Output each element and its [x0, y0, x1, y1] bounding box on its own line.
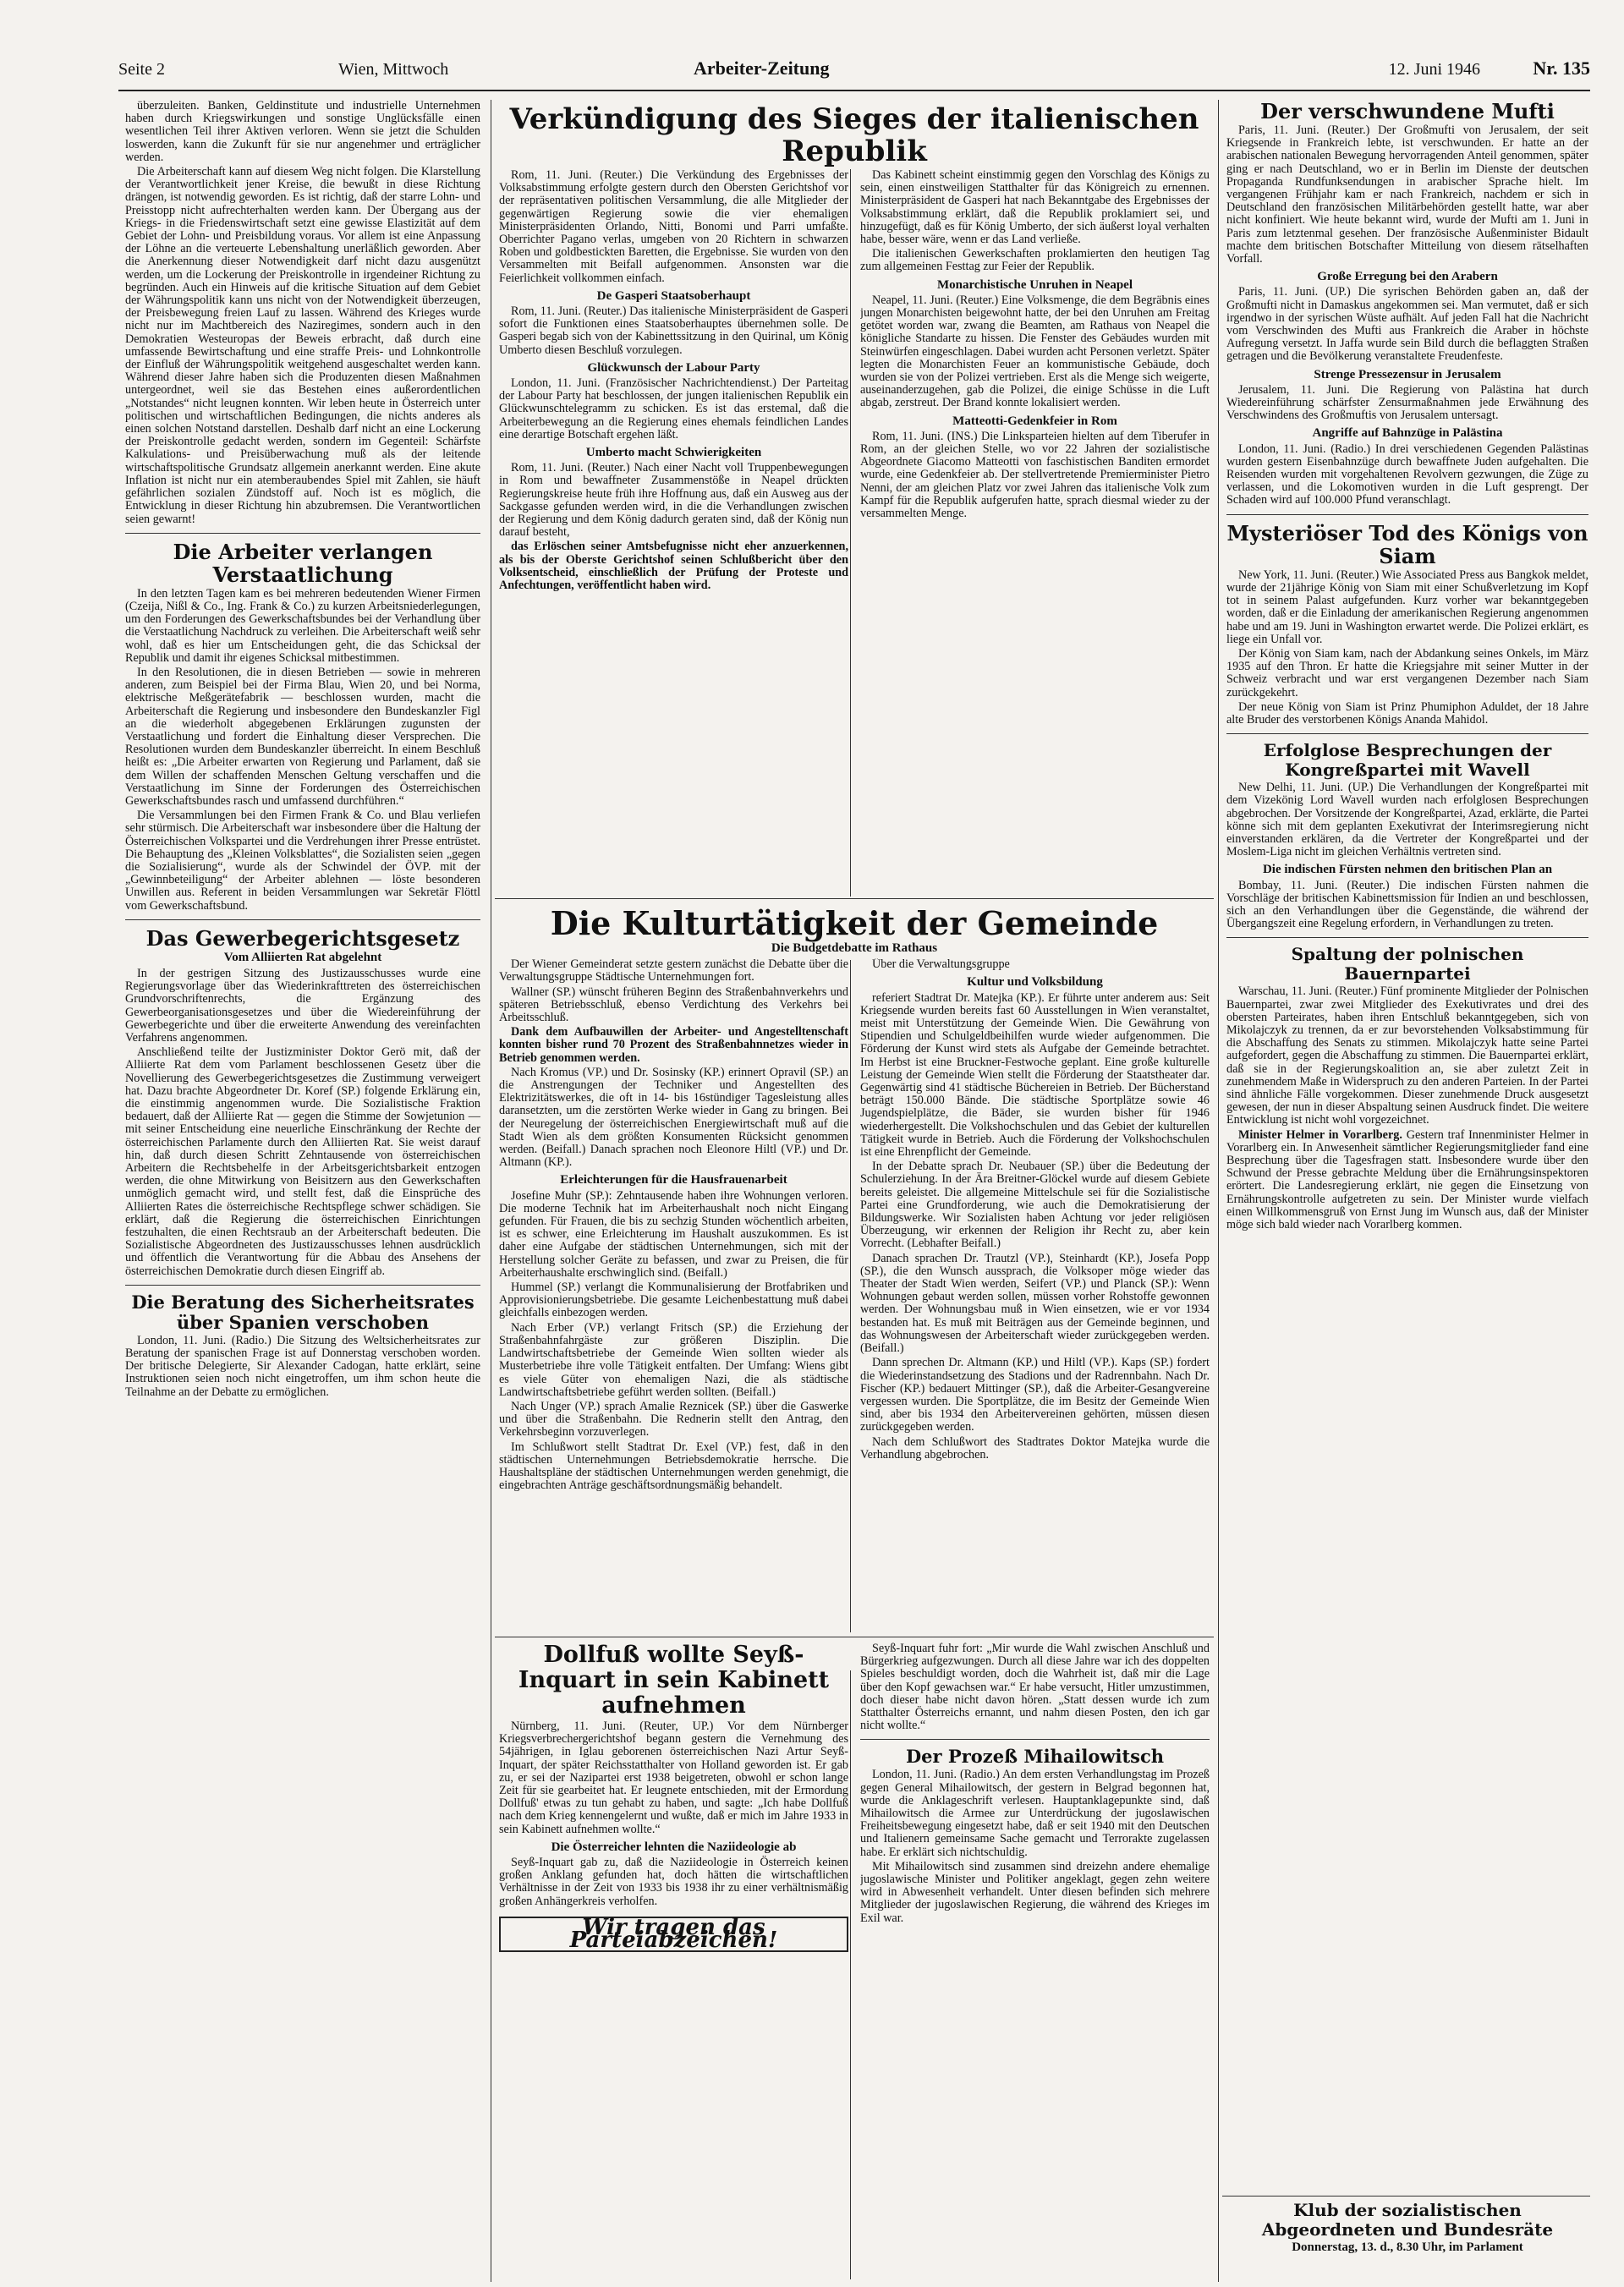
- article-divider: [125, 1285, 480, 1286]
- section-divider: [495, 898, 1214, 899]
- subheadline: Vom Alliierten Rat abgelehnt: [223, 950, 382, 964]
- article-paragraph: New Delhi, 11. Juni. (UP.) Die Verhandlungen der Kongreßpartei mit dem Vizekönig Lord Wavell wurden nach erfolglosen Besprechungen abgebrochen. Der Vorsitzende der Kongreßpartei, Azad, erklärte, die Partei könne sich mit dem geplanten Exekutivrat der Interimsregierung nicht einverstanden erklären, da die Vertreter der Kongreßpartei und der Moslem-Liga nicht im gleichen Verhältnis vertreten sind.: [1226, 781, 1588, 859]
- notice-klub: [1226, 2199, 1588, 2280]
- article-paragraph: Warschau, 11. Juni. (Reuter.) Fünf prominente Mitglieder der Polnischen Bauernpartei, zwar zwei Mitglieder des Exekutivrates und drei des obersten Parteirates, haben ihren Entschluß bekanntgegeben, sich von Mikolajczyk zu trennen, da er zur bevorstehenden Volksabstimmung für die Abschaffung des Senats zu stimmen. Mikolajczyk hatte seine Partei aufgefordert, gegen die Abschaffung zu stimmen. Die Bauernpartei erklärt, daß sie in der Regierungskoalition an, sie aber zuletzt Zeit in zunehmendem Maße in Widerspruch zu den anderen Parteien. In der Partei sind ähnliche Fälle vorgekommen. Dieser zunehmende Druck ausgesetzt gewesen, der nun in dieser Abspaltung seinen Ausdruck findet. Die weitere Entwicklung ist nicht wohl vorgezeichnet.: [1226, 984, 1588, 1127]
- article-paragraph: In der Debatte sprach Dr. Neubauer (SP.) über die Bedeutung der Schulerziehung. In der Ära Breitner-Glöckel wurde auf diesem Gebiete bereits geleistet. Die allgemeine Mittelschule sei für die Sozialistische Partei eine Grundforderung, wie auch die Demokratisierung der Bildungswerke. Wir Sozialisten haben Achtung vor jeder religiösen Überzeugung, wir erkennen der Religion ihr Recht zu, aber kein Vorrecht. (Lebhafter Beifall.): [860, 1160, 1210, 1251]
- headline-bauernpartei: Spaltung der polnischen Bauernpartei: [1291, 944, 1524, 984]
- article-paragraph: Der neue König von Siam ist Prinz Phumiphon Aduldet, der 18 Jahre alte Bruder des verstorbenen Königs Ananda Mahidol.: [1226, 699, 1588, 727]
- headline-klub: Klub der sozialistischen Abgeordneten und Bundesräte: [1261, 2200, 1554, 2240]
- article-paragraph: Rom, 11. Juni. (INS.) Die Linksparteien hielten auf dem Tiberufer in Rom, an der gleichen Stelle, wo vor 22 Jahren der sozialistische Abgeordnete Giacomo Matteotti von faschistischen Banditen ermordet wurde, eine Gedenkfeier ab. Der stellvertretende Premierminister Pietro Nenni, der am gleichen Platz vor zwei Jahren das italienische Volk zum Kampf für die Republik aufgerufen hatte, sprach diesmal wieder zu der versammelten Menge.: [860, 429, 1210, 521]
- subheadline: Die Österreicher lehnten die Naziideologie ab: [551, 1840, 797, 1854]
- headline-siam: Mysteriöser Tod des Königs von Siam: [1226, 520, 1588, 568]
- article-paragraph: Im Schlußwort stellt Stadtrat Dr. Exel (VP.) fest, daß in den städtischen Unternehmungen Betriebsdemokratie herrsche. Die Haushaltspläne der städtischen Unternehmungen werden genehmigt, die eingebrachten Anträge geschäftsordnungsmäßig behandelt.: [499, 1440, 848, 1493]
- headline-kultur: Die Kulturtätigkeit der Gemeinde: [550, 904, 1159, 942]
- subheadline: Die Budgetdebatte im Rathaus: [771, 941, 938, 955]
- headline-dollfuss: Dollfuß wollte Seyß-Inquart in sein Kabinett aufnehmen: [518, 1643, 830, 1719]
- header-rule: [118, 90, 1590, 91]
- article-paragraph: London, 11. Juni. (Radio.) Die Sitzung des Weltsicherheitsrates zur Beratung der spanischen Frage ist auf Donnerstag verschoben worden. Der britische Delegierte, Sir Alexander Cadogan, hatte erklärt, seine Instruktionen seien noch nicht eingetroffen, um ihm schon heute die Teilnahme an der Debatte zu ermöglichen.: [125, 1333, 480, 1399]
- article-paragraph: Der König von Siam kam, nach der Abdankung seines Onkels, im März 1935 auf den Thron. Er hatte die Kriegsjahre mit seiner Mutter in der Schweiz verbracht und war erst vergangenen Dezember nach Siam zurückgekehrt.: [1226, 646, 1588, 699]
- subheadline: De Gasperi Staatsoberhaupt: [596, 288, 751, 303]
- article-paragraph: Mit Mihailowitsch sind zusammen sind dreizehn andere ehemalige jugoslawische Minister und Politiker angeklagt, gegen zehn weitere wird in Abwesenheit verhandelt. Unter diesen befinden sich mehrere Mitglieder der jugoslawischen Regierung, die während des Krieges im Exil war.: [860, 1859, 1210, 1925]
- article-paragraph: Die Versammlungen bei den Firmen Frank & Co. und Blau verliefen sehr stürmisch. Die Arbeiterschaft war insbesondere über die Haltung der Österreichischen Volkspartei und die Verdrehungen ihrer Presse entrüstet. Die Behauptung des „Kleinen Volksblattes“, die Sozialisten seien „gegen die Sozialisierung“, wurde als der Schwindel der ÖVP. mit der „Gewinnbeteiligung“ der Arbeiter ablehnen — löste besonderen Unwillen aus. Referent in beiden Versammlungen war Sekretär Flöttl vom Gewerkschaftsbund.: [125, 809, 480, 913]
- article-divider: [860, 1739, 1210, 1740]
- article-divider: [125, 919, 480, 920]
- article-paragraph: Rom, 11. Juni. (Reuter.) Das italienische Ministerpräsident de Gasperi sofort die Funktionen eines Staatsoberhauptes übernehmen solle. De Gasperi begab sich von der Kabinettssitzung in den Quirinal, um König Umberto diesen Beschluß vorzulegen.: [499, 304, 848, 357]
- article-paragraph: Paris, 11. Juni. (Reuter.) Der Großmufti von Jerusalem, der seit Kriegsende in Frankreich lebte, ist verschwunden. Er hatte an der arabischen nationalen Bewegung hervorragenden Anteil genommen, später ging er nach Deutschland, wo er in Berlin im Dienste der deutschen Propaganda Rundfunksendungen in arabischer Sprache hielt. Im vergangenen Frühjahr kam er nach Frankreich, nachdem er sich in Deutschland den französischen Militärbehörden gestellt hatte, war aber nicht konfiniert. Wie heute bekannt wird, wurde der Mufti am 1. Juni in Paris zum letztenmal gesehen. Der französische Außenminister Bidault machte dem britischen Botschafter Mitteilung von diesem rätselhaften Vorfall.: [1226, 123, 1588, 266]
- column-divider: [1218, 100, 1219, 2282]
- subheadline: Strenge Pressezensur in Jerusalem: [1314, 367, 1501, 381]
- headline-verstaatlichung: Die Arbeiter verlangen Verstaatlichung: [173, 539, 433, 587]
- article-paragraph: Bombay, 11. Juni. (Reuter.) Die indischen Fürsten nahmen die Vorschläge der britischen Kabinettsmission für Indien an und beschlossen, sich an den Verhandlungen über die Gegenstände, die während der Übergangszeit eine Regelung erfordern, in Verhandlungen zu treten.: [1226, 878, 1588, 931]
- article-paragraph: London, 11. Juni. (Radio.) In drei verschiedenen Gegenden Palästinas wurden gestern Eisenbahnzüge durch bewaffnete Juden aufgehalten. Die Reisenden wurden mit vorgehaltenen Revolvern gezwungen, die Züge zu verlassen, und die Lokomotiven wurden in die Luft gesprengt. Der Schaden wird auf 100.000 Pfund veranschlagt.: [1226, 441, 1588, 507]
- article-paragraph: Jerusalem, 11. Juni. Die Regierung von Palästina hat durch Wiedereinführung schärfster Zensurmaßnahmen jede Erwähnung des Verschwindens des Großmuftis von Jerusalem untersagt.: [1226, 382, 1588, 423]
- article-paragraph: das Erlöschen seiner Amtsbefugnisse nicht eher anzuerkennen, als bis der Oberste Gerichtshof seinen Schlußbericht über den Volksentscheid, einschließlich der Prüfung der Proteste und Anfechtungen, veröffentlicht haben wird.: [499, 540, 848, 593]
- issue-number: Nr. 135: [1533, 58, 1590, 79]
- article-paragraph: London, 11. Juni. (Radio.) An dem ersten Verhandlungstag im Prozeß gegen General Mihailowitsch, der gestern in Belgrad begonnen hat, wurde die Anklageschrift verlesen. Hauptanklagepunkte sind, daß Mihailowitsch die Armee zur Unterdrückung der jugoslawischen Freiheitsbewegung eingesetzt habe, daß er seit 1940 mit den Deutschen und Italienern gemeinsame Sache gemacht und Terrorakte zugelassen habe. Er erklärt sich nichtschuldig.: [860, 1768, 1210, 1859]
- article-paragraph: In den Resolutionen, die in diesen Betrieben — sowie in mehreren anderen, zum Beispiel bei der Firma Blau, Wien 20, und bei Norma, elektrische Meßgerätefabrik — beschlossen wurden, macht die Arbeiterschaft die Regierung und insbesondere den Bundeskanzler Figl an die wiederholt abgegebenen Erklärungen zugunsten der Verstaatlichung und fordert die Einhaltung dieser Versprechen. Die Resolutionen wurden dem Bundeskanzler überreicht. In einem Beschluß heißt es: „Die Arbeiter erwarten von Regierung und Parlament, daß sie dem Willen der schaffenden Menschen Geltung verschaffen und die Verstaatlichung im Sinne der Forderungen des Österreichischen Gewerkschaftsbundes rasch und umfassend durchführen.“: [125, 665, 480, 808]
- column-right: [1226, 100, 1588, 2189]
- article-paragraph: Paris, 11. Juni. (UP.) Die syrischen Behörden gaben an, daß der Großmufti nicht in Damaskus angekommen sei. Man vermutet, daß er sich irgendwo in der syrischen Wüste aufhält. Auf jeden Fall hat die Nachricht vom Verschwinden des Mufti aus Frankreich die Araber in höchste Aufregung versetzt. In Jaffa wurde sein Bild durch die beflaggten Straßen getragen und die Bevölkerung veranstaltete Freudenfeste.: [1226, 285, 1588, 364]
- article-dollfuss: [499, 1643, 1210, 2282]
- subheadline: Umberto macht Schwierigkeiten: [585, 446, 762, 460]
- article-paragraph: Rom, 11. Juni. (Reuter.) Die Verkündung des Ergebnisses der Volksabstimmung erfolgte gestern durch den Obersten Gerichtshof vor der repräsentativen politischen Versammlung, die alle Mitglieder der gegenwärtigen Regierung sowie die vier ehemaligen Ministerpräsidenten Orlando, Nitti, Bonomi und Parri umfaßte. Oberrichter Pagano verlas, umgeben von 20 Richtern in schwarzen Roben und goldbestickten Baretten, die Ergebnisse. Sie wurden von den Versammelten mit Beifall aufgenommen. Ansonsten war die Feierlichkeit vollkommen einfach.: [499, 169, 848, 285]
- article-paragraph: London, 11. Juni. (Französischer Nachrichtendienst.) Der Parteitag der Labour Party hat beschlossen, der jungen italienischen Republik ein Glückwunschtelegramm zu schicken. Es ist das erstemal, daß die Arbeiterbewegung an die Regierung eines ehemals feindlichen Landes eine derartige Botschaft ergehen läßt.: [499, 376, 848, 441]
- slogan-box: Wir tragen das Parteiabzeichen!: [499, 1917, 848, 1952]
- headline-gewerbegericht: Das Gewerbegerichtsgesetz: [145, 925, 460, 951]
- article-paragraph: Nach Unger (VP.) sprach Amalie Reznicek (SP.) über die Gaswerke und über die Straßenbahn. Die Rednerin stellt den Antrag, den Verkehrsbeginn vorzuverlegen.: [499, 1399, 848, 1440]
- article-kultur: [499, 903, 1210, 1632]
- newspaper-name: Arbeiter-Zeitung: [694, 58, 830, 79]
- article-paragraph: Dank dem Aufbauwillen der Arbeiter- und Angestelltenschaft konnten bisher rund 70 Prozent des Straßenbahnnetzes wieder in Betrieb genommen werden.: [499, 1025, 848, 1065]
- article-paragraph: Seyß-Inquart fuhr fort: „Mir wurde die Wahl zwischen Anschluß und Bürgerkrieg aufgezwungen. Durch all diese Jahre war ich des doppelten Spieles beschuldigt worden, doch die Wahrheit ist, daß mir die Lage über den Kopf gewachsen war.“ Er habe versucht, Hitler umzustimmen, doch dieser habe nicht davon hören. „Statt dessen wurde ich zum Statthalter Österreichs ernannt, und nahm diesen Posten, den ich gar nicht wollte.“: [860, 1643, 1210, 1733]
- article-paragraph: Danach sprachen Dr. Trautzl (VP.), Steinhardt (KP.), Josefa Popp (SP.), die den Wunsch aussprach, die Volksoper möge wieder das Theater der Stadt Wien werden, Seifert (VP.) und Planck (SP.): Wenn Wohnungen gebaut werden sollen, müssen vorher Rohstoffe gewonnen werden. Der Wohnungsbau muß in Wien einsetzen, wie er vor 1934 bestanden hat. Es muß mit Beiträgen aus der Gemeinde beginnen, und das Wohnungswesen der Arbeiterschaft wieder zurückgegeben werden. (Beifall.): [860, 1251, 1210, 1356]
- issue-date: 12. Juni 1946: [1388, 60, 1480, 79]
- article-paragraph: Die Arbeiterschaft kann auf diesem Weg nicht folgen. Die Klarstellung der Verantwortlichkeit jener Kreise, die bewußt in diese Richtung drängen, ist notwendig geworden. Es ist richtig, daß der starre Lohn- und Preisstopp nicht aufrechterhalten werden kann. Der Übergang aus der Kriegs- in die Friedenswirtschaft setzt eine gewisse Elastizität auf dem Gebiet der Lohn- und Preisbildung voraus. Vor allem ist eine Anpassung der Löhne an die verteuerte Lebenshaltung unerläßlich geworden. Aber die Anerkennung dieser Notwendigkeit darf nicht dazu ausgenützt werden, um die Lockerung der Preiskontrolle in irgendeiner Richtung zu begründen. Auch ein Hinweis auf die kritische Situation auf dem Gebiet der Währungspolitik kann uns nicht von der Notwendigkeit überzeugen, der Preisbewegung freien Lauf zu lassen. Während des Krieges wurde nicht nur im Machtbereich des Naziregimes, sondern auch in den Demokratien Westeuropas der Beweis erbracht, daß durch eine umfassende Bewirtschaftung und eine straffe Preis- und Lohnkontrolle der Einfluß der Währungspolitik weitgehend ausgeschaltet werden kann. Während dieser Jahre haben sich die Produzenten diesen Maßnahmen untergeordnet, weil sie das Bestehen eines außerordentlichen „Notstandes“ nicht leugnen konnten. Wir leben heute in Österreich unter politischen und wirtschaftlichen Bedingungen, die nichts anderes als einen solchen Notstand darstellen. Deshalb darf nicht an eine Lockerung der Preiskontrolle gedacht werden, sondern im Gegenteil: Schärfste Kalkulations- und Preisüberwachung muß als der leitende wirtschaftspolitische Grundsatz allgemein anerkannt werden. Eine akute Inflation ist nicht nur ein atemberaubendes Spiel mit Zahlen, sie häuft gefährlichen sozialen Zündstoff auf. Noch ist es möglich, die Entwicklung in dieser Richtung hin abzubremsen. Die Verantwortlichen seien gewarnt!: [125, 165, 480, 526]
- article-paragraph: Nach Kromus (VP.) und Dr. Sosinsky (KP.) erinnert Opravil (SP.) an die Anstrengungen der Techniker und Angestellten des Elektrizitätswerkes, die oft in 14- bis 16stündiger Tagesleistung alles daransetzten, um die zerstörten Werke wieder in Gang zu bringen. Bei der Neuregelung der österreichischen Energiewirtschaft muß auf die Stadt Wien als dem größten Konsumenten Rücksicht genommen werden. (Beifall.) Danach sprachen noch Eleonore Hiltl (VP.) und Dr. Altmann (KP.).: [499, 1065, 848, 1170]
- article-paragraph: Neapel, 11. Juni. (Reuter.) Eine Volksmenge, die dem Begräbnis eines jungen Monarchisten beigewohnt hatte, der bei den Unruhen am Freitag getötet worden war, zwang die Beamten, am Rathaus von Neapel die königliche Standarte zu hissen. Die Fenster des Gebäudes wurden mit Steinwürfen eingeschlagen. Dabei wurden acht Personen verletzt. Später legten die Monarchisten Feuer an kommunistische Gebäude, doch wurden sie von der Polizei vertrieben. Erst als die Menge sich weigerte, auseinanderzugehen, gab die Polizei, die einige Schüsse in die Luft abgab, zerstreut. Der Brand konnte lokalisiert werden.: [860, 293, 1210, 410]
- article-italy: [499, 100, 1210, 895]
- article-paragraph: Wallner (SP.) wünscht früheren Beginn des Straßenbahnverkehrs und späteren Betriebsschluß, ebenso Verdichtung des Verkehrs bei Arbeitsschluß.: [499, 984, 848, 1025]
- article-paragraph: Über die Verwaltungsgruppe: [872, 958, 1010, 972]
- headline-sicherheitsrat: Die Beratung des Sicherheitsrates über Spanien verschoben: [131, 1291, 475, 1333]
- article-divider: [1226, 733, 1588, 734]
- headline-wavell: Erfolglose Besprechungen der Kongreßpartei mit Wavell: [1263, 740, 1552, 781]
- article-paragraph: Hummel (SP.) verlangt die Kommunalisierung der Brotfabriken und Approvisionierungsbetriebe. Die gesamte Leichenbestattung muß dabei gleichfalls einbezogen werden.: [499, 1281, 848, 1320]
- place-day: Wien, Mittwoch: [338, 60, 449, 79]
- article-paragraph: Gestern traf Innenminister Helmer in Vorarlberg ein. In Anwesenheit sämtlicher Regierungsmitglieder fand eine Besprechung über die Tagesfragen statt. Insbesondere wurde über den Schwund der Presse gebrachte Meldung über die Ernährungsinspektoren erörtert. Die Landesregierung erklärt, nie gegen die Einsetzung von Ernährungskontrolle aufgetreten zu sein. Der Minister wurde vielfach einen Willkommensgruß von Ernst Jung im Wunsch aus, daß der Minister möge sich bald wieder nach Vorarlberg kommen.: [1226, 1127, 1588, 1232]
- article-paragraph: Nach Erber (VP.) verlangt Fritsch (SP.) die Erziehung der Straßenbahnfahrgäste zur größeren Disziplin. Die Landwirtschaftsbetriebe der Gemeinde Wien sollten wieder als Musterbetriebe ihre volle Tätigkeit entfalten. Der Umfang: Wiens gibt es viele Güter von ehemaligen Nazi, die als städtische Landwirtschaftsbetriebe geführt werden sollten. (Beifall.): [499, 1320, 848, 1399]
- headline-mihailowitsch: Der Prozeß Mihailowitsch: [905, 1746, 1165, 1768]
- article-paragraph: Der Wiener Gemeinderat setzte gestern zunächst die Debatte über die Verwaltungsgruppe Städtische Unternehmungen fort.: [499, 958, 848, 984]
- article-paragraph: Seyß-Inquart gab zu, daß die Naziideologie in Österreich keinen großen Anklang gefunden hat, doch hätten die wirtschaftlichen Verhältnisse in der Zeit von 1933 bis 1938 ihr zu einer verhältnismäßig großen Anhängerkreis verholfen.: [499, 1856, 848, 1908]
- article-paragraph: Dann sprechen Dr. Altmann (KP.) und Hiltl (VP.). Kaps (SP.) fordert die Wiederinstandsetzung des Stadions und der Radrennbahn. Nach Dr. Fischer (KP.) bedauert Mittinger (SP.), daß die Arbeiter-Gesangvereine vergessen wurden. Die Sportplätze, die im Besitz der Gemeinde Wien sind, aber bis 1934 den Arbeitervereinen gehörten, müssen diesen zurückgegeben werden.: [860, 1356, 1210, 1434]
- article-paragraph: In der gestrigen Sitzung des Justizausschusses wurde eine Regierungsvorlage über das Wiederinkrafttreten des österreichischen Grundvorschriftenrechts, die Ergänzung des Gewerbeorganisationsgesetzes und über die Wiedereinführung der Gewerbegerichte und über die erweiterte Anwendung des vereinfachten Verfahrens angenommen.: [125, 966, 480, 1045]
- page-header: [118, 58, 1590, 86]
- article-paragraph: Die italienischen Gewerkschaften proklamierten den heutigen Tag zum allgemeinen Festtag zur Feier der Republik.: [860, 247, 1210, 274]
- article-paragraph: Das Kabinett scheint einstimmig gegen den Vorschlag des Königs zu sein, einen einstweiligen Statthalter für das Königreich zu ernennen. Ministerpräsident de Gasperi hat nach Bekanntgabe des Ergebnisses der Volksabstimmung erklärt, daß die Republik proklamiert sei, und hinzugefügt, daß es für König Umberto, der sich äußerst loyal verhalten habe, besser wäre, wenn er das Land verließe.: [860, 169, 1210, 247]
- article-paragraph: New York, 11. Juni. (Reuter.) Wie Associated Press aus Bangkok meldet, wurde der 21jährige König von Siam mit einer Schußverletzung im Kopf tot in seinem Palast aufgefunden. Kurz vorher war bekanntgegeben worden, daß er die Einladung der amerikanischen Regierung angenommen habe und am 19. Juni in Washington erwartet werde. Die Polizei erklärt, es liege ein Unfall vor.: [1226, 568, 1588, 646]
- article-paragraph: Anschließend teilte der Justizminister Doktor Gerö mit, daß der Alliierte Rat dem vom Parlament beschlossenen Gesetz über die Novellierung des Gewerbegerichtsgesetzes die Zustimmung verweigert hat. Dazu brachte Abgeordneter Dr. Koref (SP.) folgende Erklärung ein, die einstimmig angenommen wurde. Die Sozialistische Fraktion bedauert, daß der Alliierte Rat — gegen die Stimme der Sowjetunion — mit seiner Entscheidung eine neuerliche Einschränkung der Rechte der österreichischen Parlamente durch den Alliierten Rat. Sie weist darauf hin, daß durch diesen Schritt Zehntausende von österreichischen Arbeitern die Rechtsbehelfe in der Arbeitsgerichtsbarkeit entzogen werden, die ohne Mitwirkung von Beisitzern aus den Gewerkschaften unmöglich gemacht wird, und stellt fest, daß die Einsprüche des Alliierten Rates die österreichische Rechtspflege schwer schädigen. Sie erklärt, daß die Regierung die österreichischen Einrichtungen festzuhalten, die einen Rechtsraub an der Arbeiterschaft bedeuten. Die Sozialistische Abgeordneten des Justizausschusses lehnen ausdrücklich und öffentlich die Verantwortung für die Abbau des Ansehens der österreichischen Demokratie durch diesen Eingriff ab.: [125, 1045, 480, 1278]
- article-paragraph: Nürnberg, 11. Juni. (Reuter, UP.) Vor dem Nürnberger Kriegsverbrechergerichtshof begann gestern die Vernehmung des 54jährigen, in Iglau geborenen österreichischen Nazi Artur Seyß-Inquart, der später Reichsstatthalter von Holland geworden ist. Er gab zu, er sei der Nazipartei erst 1938 beigetreten, obwohl er schon lange Zeit für sie gearbeitet hat. Er leugnete entschieden, mit der Ermordung Dollfuß' etwas zu tun gehabt zu haben, und sagte: „Ich habe Dollfuß nach dem Krieg kennengelernt und wußte, daß er mich im Jahre 1933 in sein Kabinett aufnehmen wollte.“: [499, 1719, 848, 1836]
- article-paragraph: Rom, 11. Juni. (Reuter.) Nach einer Nacht voll Truppenbewegungen in Rom und bewaffneter Zusammenstöße in Neapel drückten Regierungskreise heute früh ihre Hoffnung aus, daß ein Ausweg aus der Sackgasse gefunden werden wird, in die die Verhandlungen zwischen der Regierung und dem König dadurch geraten sind, daß der König nun darauf besteht,: [499, 461, 848, 540]
- subheadline: Kultur und Volksbildung: [967, 975, 1103, 990]
- subheadline: Monarchistische Unruhen in Neapel: [937, 277, 1133, 292]
- subheadline: Matteotti-Gedenkfeier in Rom: [952, 414, 1117, 428]
- page-number: Seite 2: [118, 60, 165, 79]
- article-divider: [1226, 514, 1588, 515]
- column-left: [125, 100, 480, 2282]
- subheadline: Erleichterungen für die Hausfrauenarbeit: [560, 1173, 787, 1187]
- article-divider: [1226, 937, 1588, 938]
- section-divider: [1222, 2196, 1590, 2197]
- article-paragraph: überzuleiten. Banken, Geldinstitute und industrielle Unternehmen haben durch Kriegswirkungen und sonstige Unglücksfälle einen wesentlichen Teil ihrer Aktiven verloren. Wenn sie jetzt die Schulden loswerden, kann die Zukunft für sie nur angenehmer und erträglicher werden.: [125, 100, 480, 164]
- subheadline: Glückwunsch der Labour Party: [587, 360, 760, 375]
- headline-mufti: Der verschwundene Mufti: [1260, 100, 1555, 123]
- subheadline: Angriffe auf Bahnzüge in Palästina: [1312, 426, 1503, 441]
- headline-italy: Verkündigung des Sieges der italienischen Republik: [509, 102, 1199, 168]
- notice-text: Donnerstag, 13. d., 8.30 Uhr, im Parlament: [1292, 2240, 1523, 2254]
- article-paragraph: Josefine Muhr (SP.): Zehntausende haben ihre Wohnungen verloren. Die moderne Technik hat im Arbeiterhaushalt noch nicht Eingang gefunden. Für Frauen, die bis zu sechzig Stunden wöchentlich arbeiten, ist es schwer, eine Erleichterung im Haushalt auszukommen. Es ist daher eine Aufgabe der städtischen Unternehmungen, sich mit der Herstellung solcher Geräte zu befassen, und zwar zu Preisen, die für Arbeiterhaushalte erschwinglich sind. (Beifall.): [499, 1188, 848, 1280]
- article-paragraph: referiert Stadtrat Dr. Matejka (KP.). Er führte unter anderem aus: Seit Kriegsende wurden bereits fast 60 Ausstellungen in Wien veranstaltet, meist mit Unterstützung der Gemeinde Wien. Die Gewährung von Stipendien und Schulgeldbeihilfen wurde wieder aufgenommen. Die Förderung der Kunst wird stets als Aufgabe der Gemeinde betrachtet. Im Herbst ist eine Bruckner-Festwoche geplant. Eine große kulturelle Leistung der Gemeinde Wien stellt die Förderung der Staatstheater dar. Gegenwärtig sind 41 städtische Büchereien in Betrieb. Der Bücherstand beträgt 150.000 Bände. Die städtische Sportplätze sowie 46 Jugendspielplätze, die Bäder, sie wurden bisher für 1946 wiederhergestellt. Die Volkshochschulen und das Gebiet der kulturellen Tätigkeit wurde in Betrieb. Auch die Förderung der Volkshochschulen ist eine Ehrenpflicht der Gemeinde.: [860, 990, 1210, 1160]
- article-paragraph: Nach dem Schlußwort des Stadtrates Doktor Matejka wurde die Verhandlung abgebrochen.: [860, 1434, 1210, 1462]
- subheadline: Große Erregung bei den Arabern: [1317, 270, 1498, 284]
- article-paragraph: In den letzten Tagen kam es bei mehreren bedeutenden Wiener Firmen (Czeija, Nißl & Co., Ing. Frank & Co.) zu kurzen Arbeitsniederlegungen, um den Forderungen des Gewerkschaftsbundes bei der Verhandlung über die Verstaatlichung Nachdruck zu verleihen. Die Arbeiterschaft weiß sehr wohl, daß es hier um Entscheidungen geht, die das Schicksal der Republik und damit ihr eigenes Schicksal mitbestimmen.: [125, 586, 480, 665]
- subheadline-inline: Minister Helmer in Vorarlberg.: [1238, 1127, 1402, 1142]
- article-divider: [125, 533, 480, 534]
- subheadline: Die indischen Fürsten nehmen den britischen Plan an: [1262, 863, 1553, 877]
